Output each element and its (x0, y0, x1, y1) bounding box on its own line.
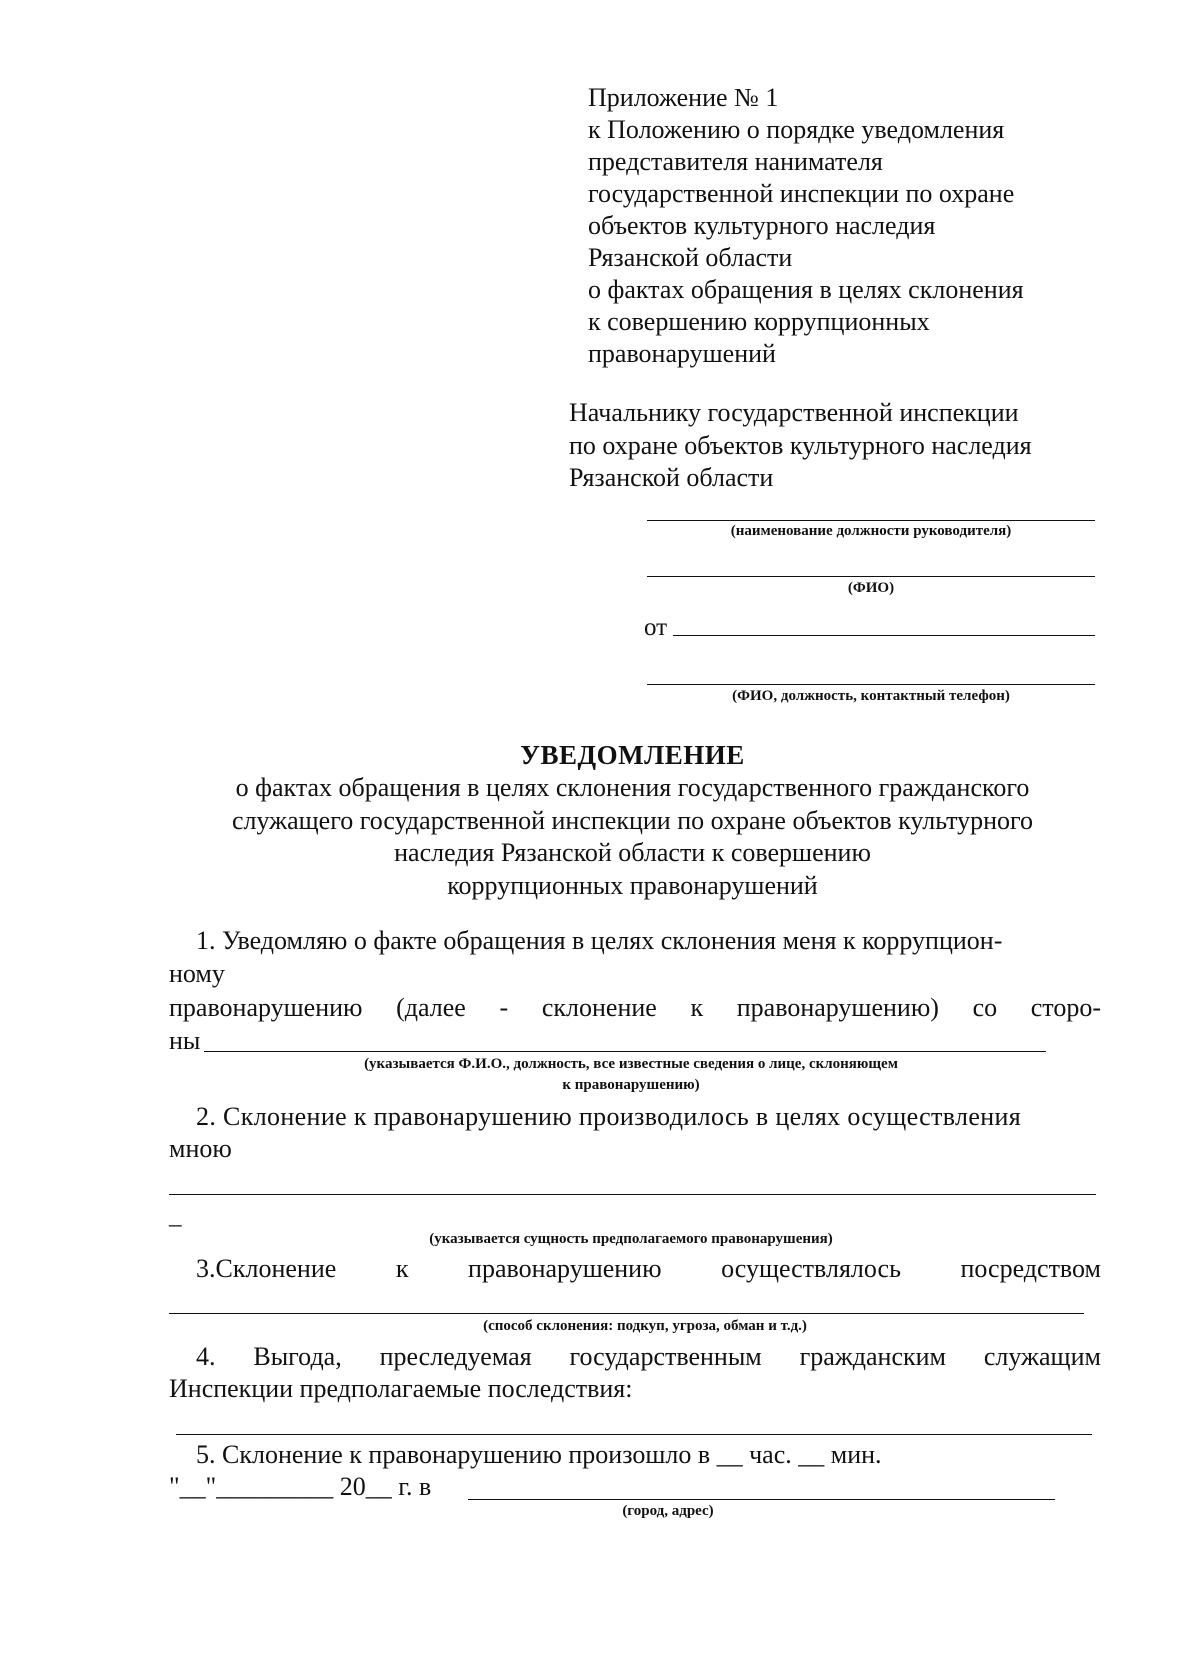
appendix-line: правонарушений (588, 339, 776, 368)
item3-caption: (способ склонения: подкуп, угроза, обман и т.д.) (483, 1318, 807, 1334)
item4-line1 (196, 1342, 1101, 1372)
word: к (395, 1254, 409, 1283)
appendix-line: Рязанской области (588, 243, 793, 272)
sender-field-line[interactable] (647, 684, 1095, 685)
appendix-block (588, 82, 1024, 370)
word: посредством (960, 1254, 1101, 1283)
item1-field-line[interactable] (204, 1051, 1046, 1052)
item4-line2: Инспекции предполагаемые последствия: (169, 1374, 633, 1403)
addressee-line: Начальнику государственной инспекции (569, 398, 1019, 427)
word: правонарушению) (736, 993, 939, 1022)
word: склонение (541, 993, 657, 1022)
item1-line1: 1. Уведомляю о факте обращения в целях склонения меня к коррупцион- (196, 926, 1003, 955)
item2-dash: _ (169, 1202, 182, 1229)
position-caption: (наименование должности руководителя) (730, 523, 1012, 539)
item5-line1: 5. Склонение к правонарушению произошло в __ час. __ мин. (196, 1440, 882, 1469)
item2-line1: 2. Склонение к правонарушению производилось в целях осуществления (196, 1102, 1022, 1131)
word: 4. (196, 1342, 216, 1371)
item1-line2: ному (169, 959, 225, 988)
appendix-line: объектов культурного наследия (588, 211, 936, 240)
item1-caption1: (указывается Ф.И.О., должность, все известные сведения о лице, склоняющем (364, 1056, 898, 1072)
from-label: от (644, 614, 668, 641)
item1-line4: ны (169, 1026, 201, 1055)
appendix-line: Приложение № 1 (588, 83, 779, 112)
word: к (690, 993, 704, 1022)
addressee-block (569, 397, 1032, 495)
sender-caption: (ФИО, должность, контактный телефон) (732, 688, 1010, 704)
subtitle-line: о фактах обращения в целях склонения государственного гражданского (235, 773, 1030, 802)
word: со (972, 993, 998, 1022)
word: осуществлялось (721, 1254, 901, 1283)
subtitle-line: наследия Рязанской области к совершению (394, 838, 871, 867)
item5-caption: (город, адрес) (622, 1503, 714, 1519)
word: Выгода, (253, 1342, 342, 1371)
item4-field-line[interactable] (176, 1434, 1092, 1435)
word: государственным (569, 1342, 762, 1371)
item1-caption2: к правонарушению) (562, 1077, 700, 1093)
word: - (499, 993, 509, 1022)
subtitle-line: коррупционных правонарушений (447, 870, 818, 900)
word: сторо- (1030, 993, 1101, 1022)
fio-caption: (ФИО) (847, 580, 895, 596)
word: преследуемая (379, 1342, 532, 1371)
document-title: УВЕДОМЛЕНИЕ (520, 740, 745, 770)
appendix-line: к Положению о порядке уведомления (588, 115, 1005, 144)
item2-line2: мною (169, 1134, 232, 1163)
appendix-line: к совершению коррупционных (588, 307, 930, 336)
item1-line3 (169, 993, 1101, 1023)
item5-date-line: "__"_________ 20__ г. в (169, 1472, 432, 1501)
document-subtitle (0, 772, 1200, 902)
word: (далее (396, 993, 466, 1022)
from-field-line[interactable] (673, 635, 1095, 636)
item2-field-line[interactable] (169, 1194, 1096, 1195)
word: правонарушению (468, 1254, 662, 1283)
item3-line (196, 1254, 1101, 1284)
word: правонарушению (169, 993, 363, 1022)
word: 3.Склонение (196, 1254, 337, 1283)
appendix-line: представителя нанимателя (588, 147, 883, 176)
item5-address-line[interactable] (468, 1499, 1055, 1500)
item2-caption: (указывается сущность предполагаемого правонарушения) (429, 1231, 833, 1247)
appendix-line: о фактах обращения в целях склонения (588, 275, 1024, 304)
subtitle-line: служащего государственной инспекции по охране объектов культурного (231, 805, 1034, 835)
appendix-line: государственной инспекции по охране (588, 179, 1015, 208)
position-field-line[interactable] (647, 520, 1095, 521)
item3-field-line[interactable] (169, 1313, 1084, 1314)
addressee-line: Рязанской области (569, 463, 774, 492)
word: гражданским (799, 1342, 947, 1371)
addressee-line: по охране объектов культурного наследия (569, 430, 1032, 460)
word: служащим (983, 1342, 1101, 1371)
fio-field-line[interactable] (647, 576, 1095, 577)
